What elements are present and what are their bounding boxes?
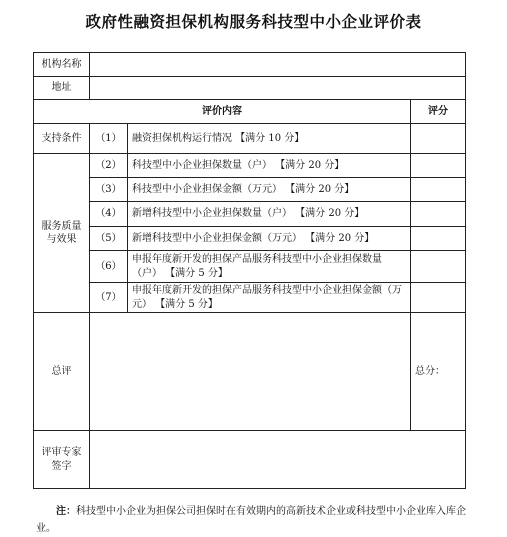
summary-field[interactable] [90,313,411,431]
item-description: 科技型中小企业担保金额（万元） [132,183,282,195]
item-number: （4） [90,202,128,227]
score-cell[interactable] [411,124,466,154]
signature-field[interactable] [90,431,466,489]
score-cell[interactable] [411,283,466,313]
score-cell[interactable] [411,178,466,202]
row-item-7 [34,283,466,313]
item-number: （3） [90,178,128,202]
item-text [128,251,411,283]
item-text [128,178,411,202]
row-institution-name [34,53,466,77]
row-signature [34,431,466,489]
item-points: 【满分 10 分】 [235,132,305,144]
item-points: 【满分 20 分】 [285,183,355,195]
item-number: （2） [90,154,128,178]
institution-name-label: 机构名称 [34,53,90,77]
score-cell[interactable] [411,251,466,283]
footnote-prefix: 注： [56,506,76,517]
total-score-cell[interactable] [411,313,466,431]
address-label: 地址 [34,77,90,100]
item-description: 新增科技型中小企业担保数量（户） [132,208,292,220]
item-number: （6） [90,251,128,283]
row-summary [34,313,466,431]
item-number: （7） [90,283,128,313]
item-text [128,124,411,154]
footnote [36,503,468,537]
page-title: 政府性融资担保机构服务科技型中小企业评价表 [85,12,422,31]
group-support-label: 支持条件 [34,124,90,154]
row-item-6 [34,251,466,283]
summary-label: 总评 [34,313,90,431]
footnote-text: 科技型中小企业为担保公司担保时在有效期内的高新技术企业或科技型中小企业库入库企业。 [36,506,466,534]
item-text [128,227,411,251]
total-score-label: 总分： [415,365,445,377]
score-cell[interactable] [411,154,466,178]
row-item-2 [34,154,466,178]
header-score: 评分 [411,100,466,124]
item-description: 科技型中小企业担保数量（户） [132,159,272,171]
item-points: 【满分 20 分】 [305,232,375,244]
item-points: 【满分 5 分】 [155,298,218,310]
row-item-1 [34,124,466,154]
item-number: （5） [90,227,128,251]
item-points: 【满分 20 分】 [275,159,345,171]
signature-label: 评审专家签字 [34,431,90,489]
institution-name-field[interactable] [90,53,466,77]
group-service-label: 服务质量与效果 [34,154,90,313]
item-description: 申报年度新开发的担保产品服务科技型中小企业担保数量（户） [132,254,382,279]
item-points: 【满分 20 分】 [295,208,365,220]
item-text [128,283,411,313]
row-header [34,100,466,124]
address-field[interactable] [90,77,466,100]
row-item-4 [34,202,466,227]
score-cell[interactable] [411,202,466,227]
item-description: 融资担保机构运行情况 [132,132,232,144]
evaluation-table [33,52,466,489]
item-description: 新增科技型中小企业担保金额（万元） [132,232,302,244]
item-text [128,202,411,227]
item-number: （1） [90,124,128,154]
item-text [128,154,411,178]
row-item-3 [34,178,466,202]
header-content: 评价内容 [34,100,411,124]
score-cell[interactable] [411,227,466,251]
row-address [34,77,466,100]
item-description: 申报年度新开发的担保产品服务科技型中小企业担保金额（万元） [132,285,402,310]
item-points: 【满分 5 分】 [165,267,228,279]
row-item-5 [34,227,466,251]
